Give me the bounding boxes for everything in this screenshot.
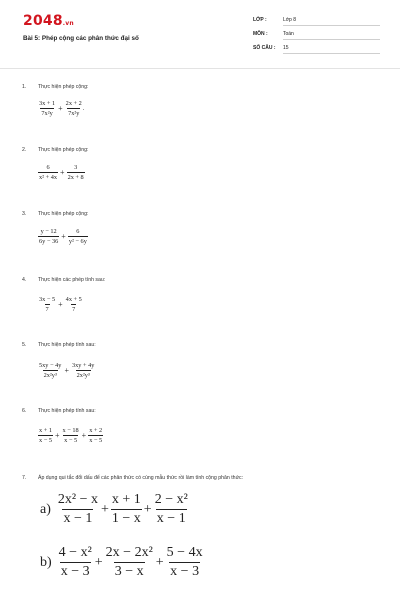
question-text: Thực hiện phép cộng: bbox=[38, 147, 89, 153]
denominator: x − 1 bbox=[156, 511, 186, 526]
question-text: Áp dụng qui tắc đổi dấu để các phân thức có cùng mẫu thức rồi làm tính cộng phân thức: bbox=[38, 475, 244, 481]
header-divider bbox=[0, 68, 400, 69]
question-7b-expression bbox=[40, 545, 204, 580]
plus-sign: + bbox=[60, 168, 65, 177]
denominator: x − 5 bbox=[64, 437, 78, 444]
fraction bbox=[38, 228, 59, 245]
question-expression bbox=[38, 228, 88, 245]
numerator: 4 − x² bbox=[58, 545, 92, 560]
plus-sign: + bbox=[100, 501, 109, 517]
numerator: 4x + 5 bbox=[65, 296, 82, 303]
question-number: 4. bbox=[22, 277, 27, 283]
numerator: 3 bbox=[74, 164, 78, 171]
fraction bbox=[111, 492, 142, 527]
fraction bbox=[65, 100, 83, 117]
fraction bbox=[154, 492, 189, 527]
denominator: 2x + 8 bbox=[67, 174, 84, 181]
numerator: y − 12 bbox=[40, 228, 57, 235]
plus-sign: + bbox=[58, 104, 63, 113]
logo-suffix: .vn bbox=[62, 20, 74, 27]
denominator: y² − 6y bbox=[68, 238, 87, 245]
denominator: 1 − x bbox=[111, 511, 141, 526]
numerator: x + 1 bbox=[111, 492, 141, 507]
site-logo[interactable] bbox=[23, 13, 74, 29]
denominator: 2x²y³ bbox=[43, 372, 57, 379]
question-text: Thực hiện phép tính sau: bbox=[38, 408, 96, 414]
question-number: 1. bbox=[22, 84, 27, 90]
denominator: x − 3 bbox=[60, 564, 90, 579]
plus-sign: + bbox=[64, 366, 69, 375]
fraction bbox=[58, 545, 93, 580]
numerator: x + 2 bbox=[89, 427, 103, 434]
numerator: 2 − x² bbox=[154, 492, 188, 507]
denominator: x² + 4x bbox=[39, 174, 58, 181]
question-text: Thực hiện các phép tính sau: bbox=[38, 277, 106, 283]
question-expression bbox=[38, 362, 95, 379]
numerator: x + 1 bbox=[39, 427, 52, 434]
numerator: 6 bbox=[76, 228, 80, 235]
plus-sign: + bbox=[61, 232, 66, 241]
lop-label: LỚP : bbox=[253, 17, 267, 23]
fraction bbox=[105, 545, 154, 580]
plus-sign: + bbox=[155, 554, 164, 570]
fraction bbox=[62, 427, 80, 444]
fraction bbox=[38, 164, 58, 181]
question-number: 7. bbox=[22, 475, 27, 481]
denominator: 7 bbox=[72, 306, 76, 313]
fraction bbox=[38, 100, 56, 117]
numerator: 3xy + 4y bbox=[71, 362, 95, 369]
fraction bbox=[67, 164, 85, 181]
denominator: 7 bbox=[45, 306, 49, 313]
denominator: 2x²y³ bbox=[76, 372, 90, 379]
part-label: b) bbox=[40, 554, 52, 570]
part-label: a) bbox=[40, 501, 51, 517]
denominator: x − 5 bbox=[89, 437, 103, 444]
plus-sign: + bbox=[55, 431, 60, 440]
plus-sign: + bbox=[94, 554, 103, 570]
numerator: 6 bbox=[46, 164, 50, 171]
question-7a-expression bbox=[40, 492, 189, 527]
question-number: 2. bbox=[22, 147, 27, 153]
fraction bbox=[88, 427, 103, 444]
numerator: x − 18 bbox=[62, 427, 79, 434]
question-number: 3. bbox=[22, 211, 27, 217]
question-expression bbox=[38, 427, 103, 444]
fraction bbox=[68, 228, 88, 245]
denominator: 6y − 36 bbox=[39, 238, 59, 245]
plus-sign: + bbox=[143, 501, 152, 517]
numerator: 5 − 4x bbox=[166, 545, 203, 560]
worksheet-header bbox=[0, 0, 400, 60]
numerator: 2x² − x bbox=[57, 492, 98, 507]
question-number: 6. bbox=[22, 408, 27, 414]
numerator: 3x + 1 bbox=[39, 100, 56, 107]
fraction bbox=[38, 296, 56, 313]
denominator: 3 − x bbox=[114, 564, 144, 579]
question-number: 5. bbox=[22, 342, 27, 348]
question-text: Thực hiện phép cộng: bbox=[38, 211, 89, 217]
fraction bbox=[38, 362, 62, 379]
denominator: x − 5 bbox=[39, 437, 52, 444]
socau-label: SỐ CÂU : bbox=[253, 45, 276, 51]
fraction bbox=[166, 545, 204, 580]
numerator: 2x + 2 bbox=[65, 100, 82, 107]
logo-text: 2048 bbox=[23, 13, 63, 29]
fraction bbox=[57, 492, 99, 527]
numerator: 3x − 5 bbox=[39, 296, 56, 303]
question-expression bbox=[38, 296, 83, 313]
fraction bbox=[65, 296, 83, 313]
period: . bbox=[82, 105, 85, 112]
question-expression bbox=[38, 100, 84, 117]
lop-value: Lớp 8 bbox=[283, 17, 380, 26]
numerator: 2x − 2x² bbox=[105, 545, 153, 560]
plus-sign: + bbox=[81, 431, 87, 440]
denominator: 7x²y bbox=[41, 110, 53, 117]
plus-sign: + bbox=[58, 300, 63, 309]
question-text: Thực hiện phép cộng: bbox=[38, 84, 89, 90]
question-expression bbox=[38, 164, 85, 181]
mon-label: MÔN : bbox=[253, 31, 268, 37]
fraction bbox=[71, 362, 95, 379]
numerator: 5xy − 4y bbox=[39, 362, 62, 369]
denominator: 7x²y bbox=[68, 110, 80, 117]
page-title: Bài 5: Phép cộng các phân thức đại số bbox=[23, 35, 139, 42]
question-text: Thực hiện phép tính sau: bbox=[38, 342, 96, 348]
denominator: x − 1 bbox=[63, 511, 93, 526]
socau-value: 15 bbox=[283, 45, 380, 54]
mon-value: Toán bbox=[283, 31, 380, 40]
fraction bbox=[38, 427, 53, 444]
denominator: x − 3 bbox=[170, 564, 200, 579]
